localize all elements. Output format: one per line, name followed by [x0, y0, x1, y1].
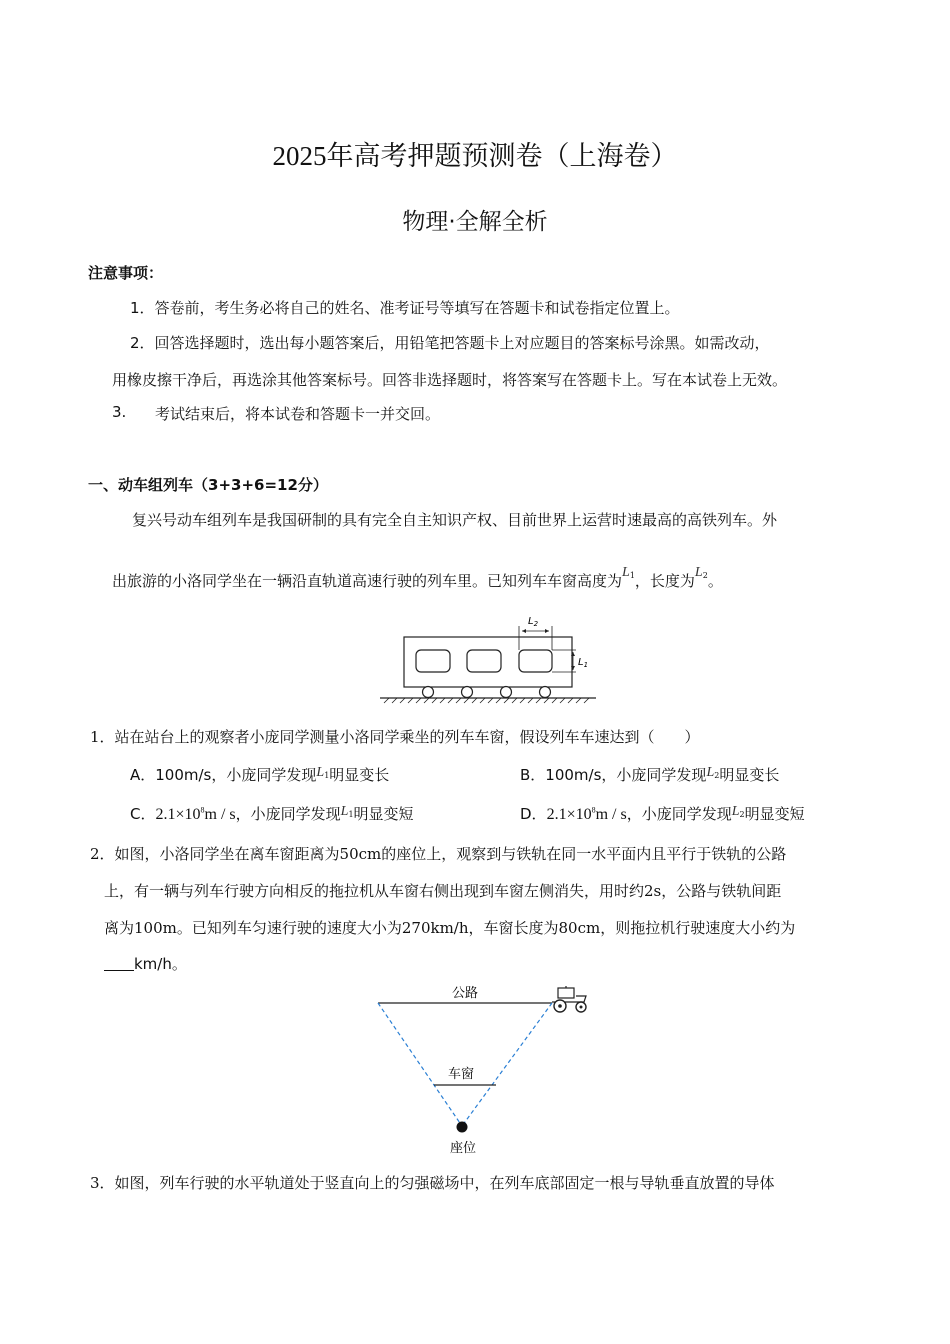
seat-point	[457, 1122, 468, 1133]
option-letter: A．	[130, 766, 156, 784]
sight-line-left	[378, 1003, 462, 1126]
intro-line-2-text-c: 。	[707, 572, 723, 590]
speed-exponent: 8	[591, 805, 596, 815]
svg-text:L2	[528, 616, 539, 628]
speed-exponent: 8	[200, 805, 205, 815]
l1-label-sub: 1	[583, 661, 589, 669]
q1-option-b	[520, 764, 779, 785]
page-subtitle: 物理·全解全析	[402, 209, 548, 235]
option-text: 明显变短	[353, 805, 414, 823]
speed-base: 2.1×10	[546, 806, 592, 823]
variable-l: L	[316, 765, 325, 780]
ground-hatching	[384, 698, 589, 703]
speed: 100m/s	[155, 766, 212, 784]
l2-label: L	[528, 616, 534, 627]
option-text: ，小庞同学发现	[601, 766, 707, 784]
page-title: 2025年高考押题预测卷（上海卷）	[272, 141, 678, 171]
notice-heading: 注意事项：	[88, 264, 164, 282]
option-letter: B．	[520, 766, 546, 784]
notice-item-3-number: 3.	[112, 403, 127, 421]
notice-item-2-line1: 2．回答选择题时，选出每小题答案后，用铅笔把答题卡上对应题目的答案标号涂黑。如需改动，	[130, 334, 770, 352]
section-heading: 一、动车组列车（3+3+6=12分）	[88, 476, 328, 494]
q2-line-4	[104, 953, 187, 974]
svg-text:L1	[578, 657, 588, 669]
road-label: 公路	[452, 986, 479, 1001]
sight-line-right	[462, 1003, 552, 1126]
q2-line-3: 离为100m。已知列车匀速行驶的速度大小为270km/h，车窗长度为80cm，则拖拉机行驶速度大小约为	[104, 919, 796, 937]
q1-stem: 1．站在站台上的观察者小庞同学测量小洛同学乘坐的列车车窗，假设列车车速达到（ ）	[90, 728, 700, 746]
q1-option-a	[130, 764, 389, 785]
speed-unit: m / s	[204, 806, 236, 823]
q2-line-1: 2．如图，小洛同学坐在离车窗距离为50cm的座位上，观察到与铁轨在同一水平面内且平行于铁轨的公路	[90, 845, 787, 863]
speed-unit: m / s	[595, 806, 627, 823]
wheel	[540, 687, 551, 698]
variable-l: L	[622, 565, 630, 580]
notice-item-2-line2: 用橡皮擦干净后，再选涂其他答案标号。回答非选择题时，将答案写在答题卡上。写在本试卷上无效。	[112, 371, 788, 389]
speed: 100m/s	[545, 766, 602, 784]
notice-item-1: 1．答卷前，考生务必将自己的姓名、准考证号等填写在答题卡和试卷指定位置上。	[130, 299, 680, 317]
intro-line-2-text-b: ，长度为	[634, 572, 695, 590]
q3-line-1: 3．如图，列车行驶的水平轨道处于竖直向上的匀强磁场中，在列车底部固定一根与导轨垂直放置的导体	[90, 1174, 775, 1192]
option-text: ，小庞同学发现	[235, 805, 341, 823]
intro-line-1: 复兴号动车组列车是我国研制的具有完全自主知识产权、目前世界上运营时速最高的高铁列车。外	[132, 511, 778, 529]
view-figure	[370, 982, 600, 1158]
wheel	[423, 687, 434, 698]
l1-label: L	[578, 657, 584, 668]
intro-line-2-text-a: 出旅游的小洛同学坐在一辆沿直轨道高速行驶的列车里。已知列车车窗高度为	[112, 572, 623, 590]
train-body	[404, 637, 572, 687]
subscript: 2	[714, 771, 720, 780]
q2-unit: km/h。	[134, 955, 187, 973]
answer-blank	[104, 956, 134, 971]
train-window	[519, 650, 552, 672]
option-text: ，小庞同学发现	[626, 805, 732, 823]
variable-l: L	[706, 765, 715, 780]
notice-item-3: 考试结束后，将本试卷和答题卡一并交回。	[155, 405, 441, 423]
train-window	[467, 650, 501, 672]
tractor-icon	[552, 986, 586, 1012]
subscript: 1	[348, 810, 354, 819]
l2-label-sub: 2	[533, 620, 539, 628]
train-window	[416, 650, 450, 672]
option-letter: D．	[520, 805, 547, 823]
variable-l: L	[731, 804, 740, 819]
wheel	[501, 687, 512, 698]
option-letter: C．	[130, 805, 156, 823]
option-text: ，小庞同学发现	[211, 766, 317, 784]
q2-line-2: 上，有一辆与列车行驶方向相反的拖拉机从车窗右侧出现到车窗左侧消失，用时约2s，公路与铁轨间距	[104, 882, 782, 900]
subscript: 2	[739, 810, 745, 819]
option-text: 明显变长	[329, 766, 390, 784]
q1-option-d	[520, 803, 805, 824]
subscript: 1	[629, 571, 635, 580]
subscript: 2	[702, 571, 708, 580]
wheel	[462, 687, 473, 698]
option-text: 明显变短	[744, 805, 805, 823]
window-label: 车窗	[448, 1067, 475, 1082]
variable-l: L	[340, 804, 349, 819]
option-text: 明显变长	[719, 766, 780, 784]
q1-option-c	[130, 803, 414, 824]
speed-base: 2.1×10	[155, 806, 201, 823]
variable-l: L	[694, 565, 703, 580]
train-figure	[376, 612, 598, 704]
intro-line-2	[112, 565, 723, 591]
subscript: 1	[324, 771, 330, 780]
seat-label: 座位	[450, 1141, 477, 1156]
